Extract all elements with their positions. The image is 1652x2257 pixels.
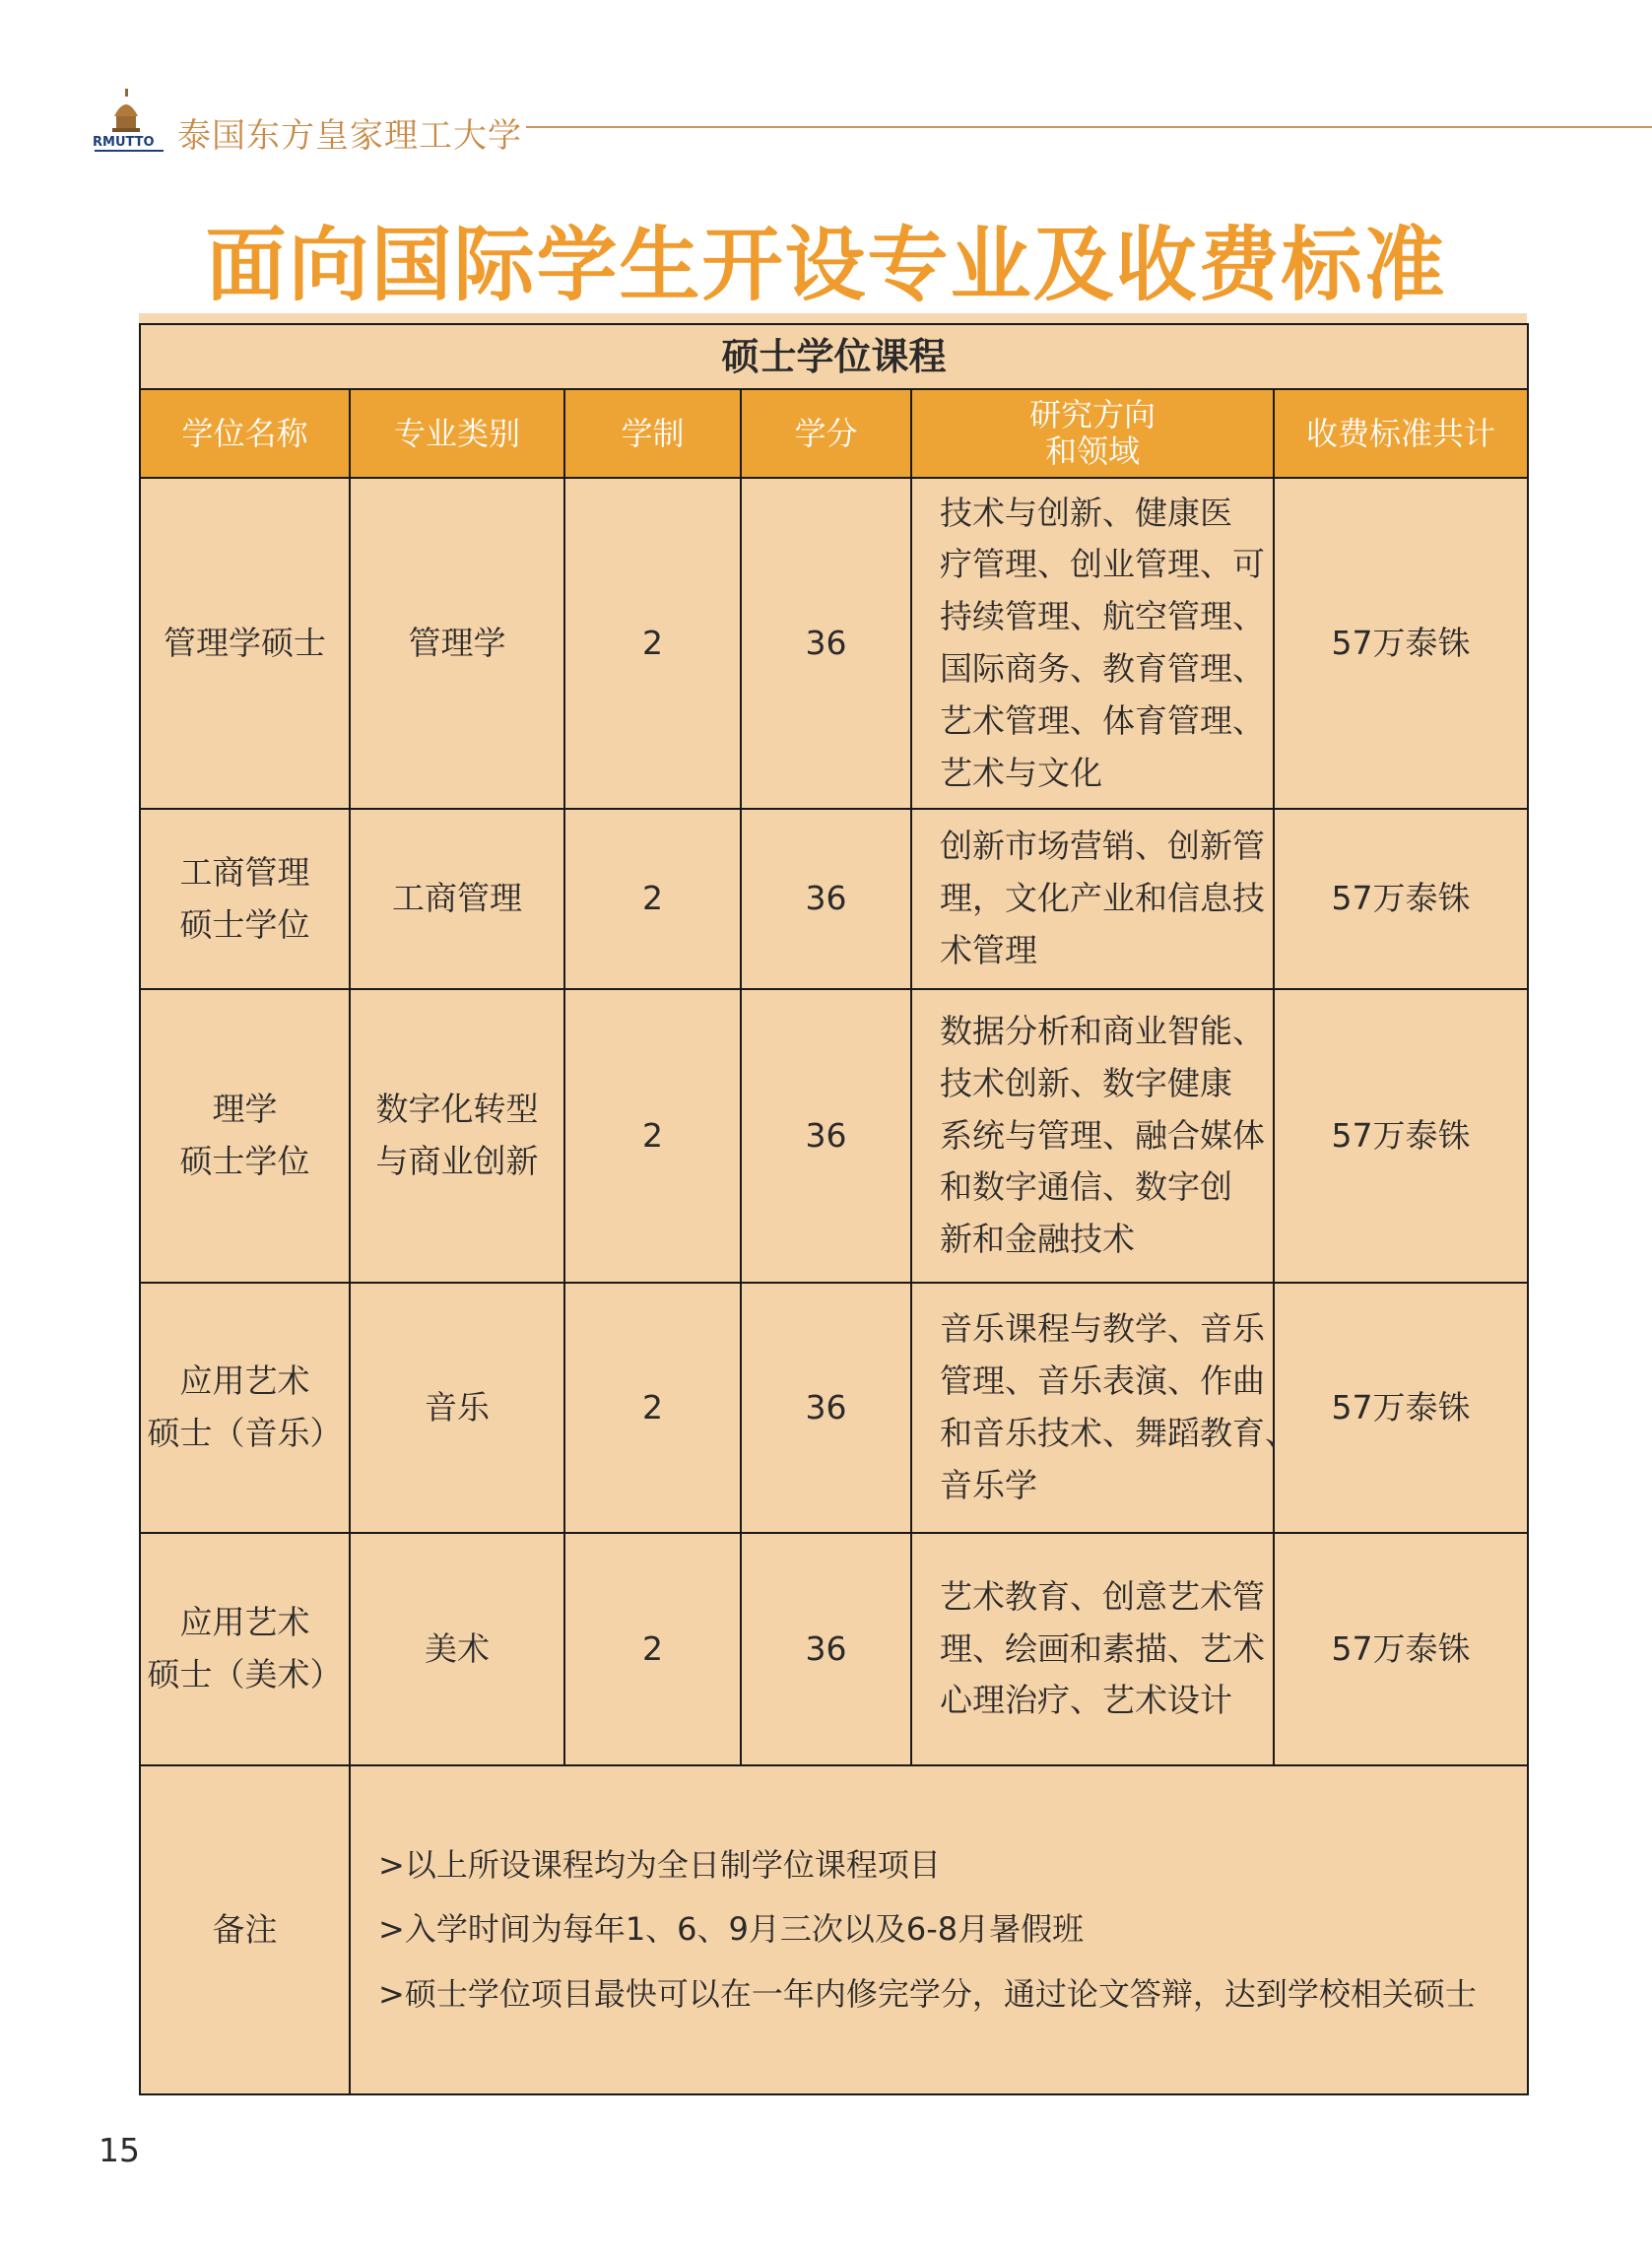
page-header: [93, 87, 1652, 156]
fee-cell: 57万泰铢: [1274, 1533, 1528, 1765]
fee-cell: 57万泰铢: [1274, 989, 1528, 1283]
program-table-container: [139, 313, 1527, 2095]
degree-cell: 工商管理 硕士学位: [140, 809, 350, 989]
direction-line: 技术与创新、健康医: [940, 493, 1232, 532]
credits-cell: 36: [741, 1283, 911, 1533]
major-cell: 管理学: [350, 478, 564, 809]
fee-cell: 57万泰铢: [1274, 809, 1528, 989]
university-name: 泰国东方皇家理工大学: [177, 116, 522, 156]
university-logo-icon: [93, 87, 167, 156]
direction-line: 和数字通信、数字创: [940, 1167, 1232, 1207]
years-cell: 2: [564, 989, 741, 1283]
table-row: [140, 478, 1528, 809]
notes-label: 备注: [140, 1765, 350, 2094]
direction-line: 技术创新、数字健康: [940, 1063, 1232, 1102]
years-cell: 2: [564, 1283, 741, 1533]
page-title: 面向国际学生开设专业及收费标准: [205, 219, 1447, 312]
directions-cell: [911, 1283, 1297, 1533]
header-divider: [526, 126, 1652, 128]
fee-cell: 57万泰铢: [1274, 478, 1528, 809]
direction-line: 管理、音乐表演、作曲: [940, 1361, 1265, 1401]
table-row: [140, 1283, 1528, 1533]
credits-cell: 36: [741, 1533, 911, 1765]
credits-cell: 36: [741, 478, 911, 809]
direction-line: 创新市场营销、创新管: [940, 827, 1265, 866]
direction-line: 艺术管理、体育管理、: [940, 700, 1265, 740]
table-row: [140, 989, 1528, 1283]
directions-cell: [911, 809, 1274, 989]
column-header: 学位名称: [140, 389, 350, 478]
directions-cell: [911, 989, 1274, 1283]
notes-list: [350, 1765, 1528, 2094]
direction-line: 持续管理、航空管理、: [940, 597, 1265, 636]
page-number: 15: [99, 2131, 140, 2169]
column-header: 专业类别: [350, 389, 564, 478]
degree-cell: 应用艺术 硕士（美术）: [140, 1533, 350, 1765]
degree-cell: 管理学硕士: [140, 478, 350, 809]
direction-line: 新和金融技术: [940, 1220, 1135, 1259]
direction-line: 国际商务、教育管理、: [940, 649, 1265, 688]
direction-line: 音乐学: [940, 1465, 1037, 1504]
degree-cell: 应用艺术 硕士（音乐）: [140, 1283, 350, 1533]
major-cell: 音乐: [350, 1283, 564, 1533]
years-cell: 2: [564, 478, 741, 809]
major-cell: 工商管理: [350, 809, 564, 989]
table-row: [140, 809, 1528, 989]
notes-row: [140, 1765, 1528, 2094]
direction-line: 系统与管理、融合媒体: [940, 1115, 1265, 1155]
table-top-band: [139, 313, 1527, 323]
fee-cell: 57万泰铢: [1274, 1283, 1528, 1533]
direction-line: 术管理: [940, 930, 1037, 969]
note-item: >硕士学位项目最快可以在一年内修完学分，通过论文答辩，达到学校相关硕士: [378, 1974, 1477, 2013]
direction-line: 理、绘画和素描、艺术: [940, 1628, 1265, 1668]
masters-program-table: [139, 323, 1529, 2095]
major-cell: 数字化转型 与商业创新: [350, 989, 564, 1283]
degree-cell: 理学 硕士学位: [140, 989, 350, 1283]
directions-cell: [911, 478, 1274, 809]
direction-line: 艺术教育、创意艺术管: [940, 1576, 1265, 1616]
column-header: 学制: [564, 389, 741, 478]
direction-line: 疗管理、创业管理、可: [940, 545, 1265, 584]
direction-line: 艺术与文化: [940, 753, 1102, 792]
years-cell: 2: [564, 809, 741, 989]
note-item: >入学时间为每年1、6、9月三次以及6-8月暑假班: [378, 1910, 1085, 1949]
table-row: [140, 1533, 1528, 1765]
column-header: 收费标准共计: [1274, 389, 1528, 478]
credits-cell: 36: [741, 809, 911, 989]
table-header-row: [140, 389, 1528, 478]
direction-line: 心理治疗、艺术设计: [940, 1681, 1232, 1720]
directions-cell: [911, 1533, 1274, 1765]
direction-line: 音乐课程与教学、音乐: [940, 1309, 1265, 1349]
major-cell: 美术: [350, 1533, 564, 1765]
note-item: >以上所设课程均为全日制学位课程项目: [378, 1845, 941, 1884]
direction-line: 理，文化产业和信息技: [940, 879, 1265, 918]
credits-cell: 36: [741, 989, 911, 1283]
direction-line: 和音乐技术、舞蹈教育、: [940, 1414, 1297, 1452]
column-header: 学分: [741, 389, 911, 478]
table-caption: 硕士学位课程: [140, 324, 1528, 389]
years-cell: 2: [564, 1533, 741, 1765]
logo-text: RMUTTO: [93, 135, 155, 150]
column-header: 研究方向 和领域: [911, 389, 1274, 478]
direction-line: 数据分析和商业智能、: [940, 1012, 1265, 1050]
